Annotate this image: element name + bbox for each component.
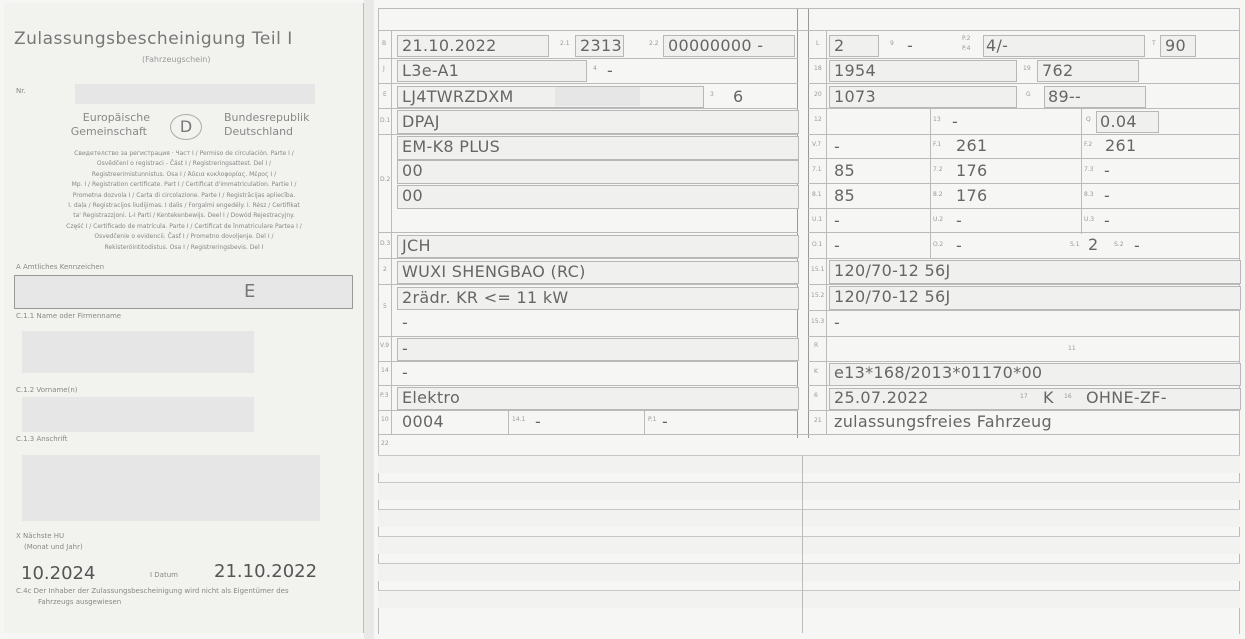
grid-line xyxy=(826,30,827,434)
code-21r: 21 xyxy=(814,417,822,424)
grid-line xyxy=(378,385,798,386)
value-F2: 261 xyxy=(1105,136,1137,155)
value-20: 1073 xyxy=(834,87,876,106)
c12-label: C.1.2 Vorname(n) xyxy=(16,386,78,394)
ml-line: ta' Registrazzjoni. L-I Parti / Kentekenbewijs. Deel I / Dowód Rejestracyjny. xyxy=(73,212,295,220)
grid-line xyxy=(378,134,798,135)
value-82: 176 xyxy=(956,186,988,205)
code-K: K xyxy=(814,368,818,375)
grid-line xyxy=(797,8,798,438)
box-D2c xyxy=(397,185,799,209)
code-F2: F.2 xyxy=(1084,141,1093,148)
address-redacted xyxy=(22,455,320,521)
code-16: 16 xyxy=(1064,393,1072,400)
value-22: 00000000 - xyxy=(668,36,764,55)
code-S2: S.2 xyxy=(1114,241,1124,248)
value-V9: - xyxy=(402,339,409,358)
code-82: 8.2 xyxy=(933,191,943,198)
x-label-1: X Nächste HU xyxy=(16,532,65,540)
code-81: 8.1 xyxy=(812,191,822,198)
c4c-note-2: Fahrzeugs ausgewiesen xyxy=(38,598,122,606)
grid-line xyxy=(378,108,798,109)
value-3: 6 xyxy=(733,87,744,106)
box-V9 xyxy=(397,338,799,361)
value-4: - xyxy=(607,61,614,80)
box-D1 xyxy=(397,110,799,134)
de-label-2: Deutschland xyxy=(224,125,294,138)
value-U2: - xyxy=(956,211,963,230)
code-22: 2.2 xyxy=(649,40,659,47)
code-152: 15.2 xyxy=(811,292,825,299)
value-L: 2 xyxy=(834,36,845,55)
code-13: 13 xyxy=(933,116,941,123)
grid-line xyxy=(378,30,1240,31)
value-D1: DPAJ xyxy=(402,112,440,131)
grid-line xyxy=(808,8,809,438)
empty-row xyxy=(378,536,1240,554)
value-J: L3e-A1 xyxy=(402,61,460,80)
code-73: 7.3 xyxy=(1084,166,1094,173)
grid-line xyxy=(808,232,1240,233)
code-6: 6 xyxy=(814,392,818,399)
vin-redacted xyxy=(555,87,640,106)
code-T: T xyxy=(1152,40,1156,47)
document-subtitle: (Fahrzeugschein) xyxy=(142,55,211,64)
code-L: L xyxy=(816,40,820,47)
value-2: WUXI SHENGBAO (RC) xyxy=(402,262,586,281)
code-D3: D.3 xyxy=(380,240,391,247)
grid-line xyxy=(378,284,798,285)
multilingual-block xyxy=(16,149,352,253)
code-10: 10 xyxy=(381,416,389,423)
empty-row xyxy=(378,455,1240,473)
value-13: - xyxy=(952,112,959,131)
grid-line xyxy=(508,410,509,434)
grid-line xyxy=(378,410,798,411)
value-O2: - xyxy=(956,236,963,255)
ml-line: Osvedčenie o evidencii. Časť I / Prometno dovoljenje. Del I / xyxy=(94,233,274,241)
code-17: 17 xyxy=(1020,393,1028,400)
grid-line xyxy=(378,83,798,84)
value-81: 85 xyxy=(834,186,855,205)
de-label-1: Bundesrepublik xyxy=(224,111,310,124)
box-D3 xyxy=(397,235,799,258)
code-11: 11 xyxy=(1068,345,1076,352)
code-U2: U.2 xyxy=(933,216,944,223)
grid-line xyxy=(808,158,1240,159)
value-U3: - xyxy=(1104,211,1111,230)
value-D2-line2: 00 xyxy=(402,161,423,180)
grid-line xyxy=(808,58,1240,59)
grid-line xyxy=(808,310,1240,311)
code-19: 19 xyxy=(1023,65,1031,72)
code-D2: D.2 xyxy=(380,176,391,183)
value-S1: 2 xyxy=(1088,235,1099,254)
value-D2-line1: EM-K8 PLUS xyxy=(402,137,501,156)
code-22b: 22 xyxy=(381,440,389,447)
code-R: R xyxy=(814,342,819,349)
value-G: 89-- xyxy=(1048,87,1082,106)
code-G: G xyxy=(1026,91,1031,98)
value-Q: 0.04 xyxy=(1100,112,1137,131)
value-21r: zulassungsfreies Fahrzeug xyxy=(834,412,1052,431)
code-Q: Q xyxy=(1086,116,1091,123)
value-V7: - xyxy=(834,137,841,156)
code-P3: P.3 xyxy=(380,392,389,399)
code-12: 12 xyxy=(814,116,822,123)
ml-line: Свидетелство за регистрация · Част I / Permiso de circulación. Parte I / xyxy=(74,150,294,157)
value-D2-line3: 00 xyxy=(402,186,423,205)
grid-line xyxy=(378,434,1240,435)
value-16: OHNE-ZF- xyxy=(1086,388,1167,407)
value-P2P4: 4/- xyxy=(986,36,1009,55)
value-T: 90 xyxy=(1165,36,1186,55)
value-141: - xyxy=(535,412,542,431)
code-V7: V.7 xyxy=(812,141,822,148)
value-O1: - xyxy=(834,236,841,255)
code-18: 18 xyxy=(814,65,822,72)
grid-line xyxy=(378,232,798,233)
value-D3: JCH xyxy=(402,236,431,255)
code-2: 2 xyxy=(383,266,387,273)
empty-row xyxy=(378,563,1240,581)
grid-line xyxy=(378,58,798,59)
value-72: 176 xyxy=(956,161,988,180)
code-21: 2.1 xyxy=(560,40,570,47)
ml-line: Część I / Certificado de matrícula. Parte I / Certificat de înmatriculare Partea I / xyxy=(66,222,302,230)
value-U1: - xyxy=(834,211,841,230)
value-K: e13*168/2013*01170*00 xyxy=(834,363,1043,382)
value-17: K xyxy=(1043,388,1054,407)
grid-line xyxy=(808,336,1240,337)
code-E: E xyxy=(383,91,387,98)
value-S2: - xyxy=(1134,236,1141,255)
value-71: 85 xyxy=(834,161,855,180)
grid-line xyxy=(808,108,1240,109)
code-72: 7.2 xyxy=(933,166,943,173)
value-5-line2: - xyxy=(402,313,409,332)
license-plate-field xyxy=(14,275,353,309)
ml-line: Prometna dozvola I / Carta di circolazione. Parte I / Registrācijas apliecība. xyxy=(72,191,296,199)
code-U1: U.1 xyxy=(812,216,823,223)
ml-line: I. daļa / Registracijos liudijimas. I dalis / Forgalmi engedély. I. Rész / Certifikat xyxy=(68,202,300,210)
grid-line xyxy=(802,455,803,633)
plate-suffix: E xyxy=(244,281,256,302)
grid-line xyxy=(378,361,798,362)
document-title: Zulassungsbescheinigung Teil I xyxy=(14,29,293,49)
value-73: - xyxy=(1104,161,1111,180)
code-4: 4 xyxy=(593,65,597,72)
owner-name-redacted xyxy=(22,331,254,373)
code-O1: O.1 xyxy=(812,241,823,248)
value-21: 2313 xyxy=(580,36,622,55)
value-6: 25.07.2022 xyxy=(834,388,929,407)
c11-label: C.1.1 Name oder Firmenname xyxy=(16,312,122,320)
code-V9: V.9 xyxy=(380,342,390,349)
code-D1: D.1 xyxy=(380,117,391,124)
code-P4: P.4 xyxy=(962,45,971,52)
code-14: 14 xyxy=(381,367,389,374)
code-O2: O.2 xyxy=(933,241,944,248)
box-D2b xyxy=(397,160,799,184)
ml-line: Osvědčení o registraci - Část I / Registreringsattest. Del I / xyxy=(96,160,272,168)
issue-date: 21.10.2022 xyxy=(214,561,318,582)
code-J: J xyxy=(383,65,385,72)
grid-line xyxy=(378,258,798,259)
code-3: 3 xyxy=(710,91,714,98)
grid-line xyxy=(930,108,931,259)
plate-label: A Amtliches Kennzeichen xyxy=(16,263,105,271)
value-5: 2rädr. KR <= 11 kW xyxy=(402,288,569,307)
grid-line xyxy=(808,183,1240,184)
value-9: - xyxy=(907,36,914,55)
c4c-note-1: C.4c Der Inhaber der Zulassungsbescheinigung wird nicht als Eigentümer des xyxy=(16,587,289,595)
i-label: I Datum xyxy=(150,571,178,579)
x-label-2: (Monat und Jahr) xyxy=(24,543,83,551)
code-S1: S.1 xyxy=(1070,241,1080,248)
c13-label: C.1.3 Anschrift xyxy=(16,435,68,443)
value-153: - xyxy=(834,313,841,332)
grid-line xyxy=(808,258,1240,259)
grid-line xyxy=(378,336,798,337)
code-P1: P.1 xyxy=(648,416,657,423)
nr-label: Nr. xyxy=(16,87,26,95)
code-9: 9 xyxy=(890,40,894,47)
grid-line xyxy=(808,208,1240,209)
value-152: 120/70-12 56J xyxy=(834,287,951,306)
value-14: - xyxy=(402,363,409,382)
value-19: 762 xyxy=(1042,61,1074,80)
code-153: 15.3 xyxy=(811,318,825,325)
code-71: 7.1 xyxy=(812,166,822,173)
ml-line: Rekisteröintitodistus. Osa I / Registreringsbevis. Del I xyxy=(104,243,264,251)
next-inspection-date: 10.2024 xyxy=(21,563,96,584)
grid-line xyxy=(808,134,1240,135)
code-141: 14.1 xyxy=(512,416,526,423)
ml-line: Registreerimistunnistus. Osa I / Άδεια κυκλοφορίας. Μέρος I / xyxy=(91,170,277,178)
code-F1: F.1 xyxy=(933,141,942,148)
code-U3: U.3 xyxy=(1084,216,1095,223)
empty-row xyxy=(378,590,1240,608)
empty-row xyxy=(378,509,1240,527)
code-P2: P.2 xyxy=(962,35,971,42)
value-B: 21.10.2022 xyxy=(402,36,497,55)
value-E: LJ4TWRZDXM xyxy=(402,87,514,106)
code-151: 15.1 xyxy=(811,266,825,273)
code-5: 5 xyxy=(383,303,387,310)
value-83: - xyxy=(1104,186,1111,205)
empty-row xyxy=(378,482,1240,500)
country-code-oval xyxy=(170,114,202,140)
grid-line xyxy=(378,8,1240,9)
grid-line xyxy=(1081,108,1082,234)
nr-redacted xyxy=(75,84,315,104)
grid-line xyxy=(644,410,645,434)
grid-line xyxy=(391,30,392,434)
ml-line: Mp. I / Registration certificate. Part I / Certificat d'immatriculation. Partie I / xyxy=(71,181,297,189)
value-151: 120/70-12 56J xyxy=(834,261,951,280)
value-P1: - xyxy=(662,412,669,431)
page-fold xyxy=(364,0,374,639)
eu-label-1: Europäische xyxy=(82,111,150,124)
country-code: D xyxy=(179,117,193,136)
value-P3: Elektro xyxy=(402,388,461,407)
grid-line xyxy=(808,361,1240,362)
grid-line xyxy=(808,83,1240,84)
grid-line xyxy=(808,410,1240,411)
first-name-redacted xyxy=(22,397,254,432)
code-B: B xyxy=(382,40,387,47)
value-18: 1954 xyxy=(834,61,876,80)
grid-line xyxy=(808,284,1240,285)
value-10: 0004 xyxy=(402,412,444,431)
code-83: 8.3 xyxy=(1084,191,1094,198)
value-F1: 261 xyxy=(956,136,988,155)
eu-label-2: Gemeinschaft xyxy=(70,125,147,138)
code-20: 20 xyxy=(814,91,822,98)
